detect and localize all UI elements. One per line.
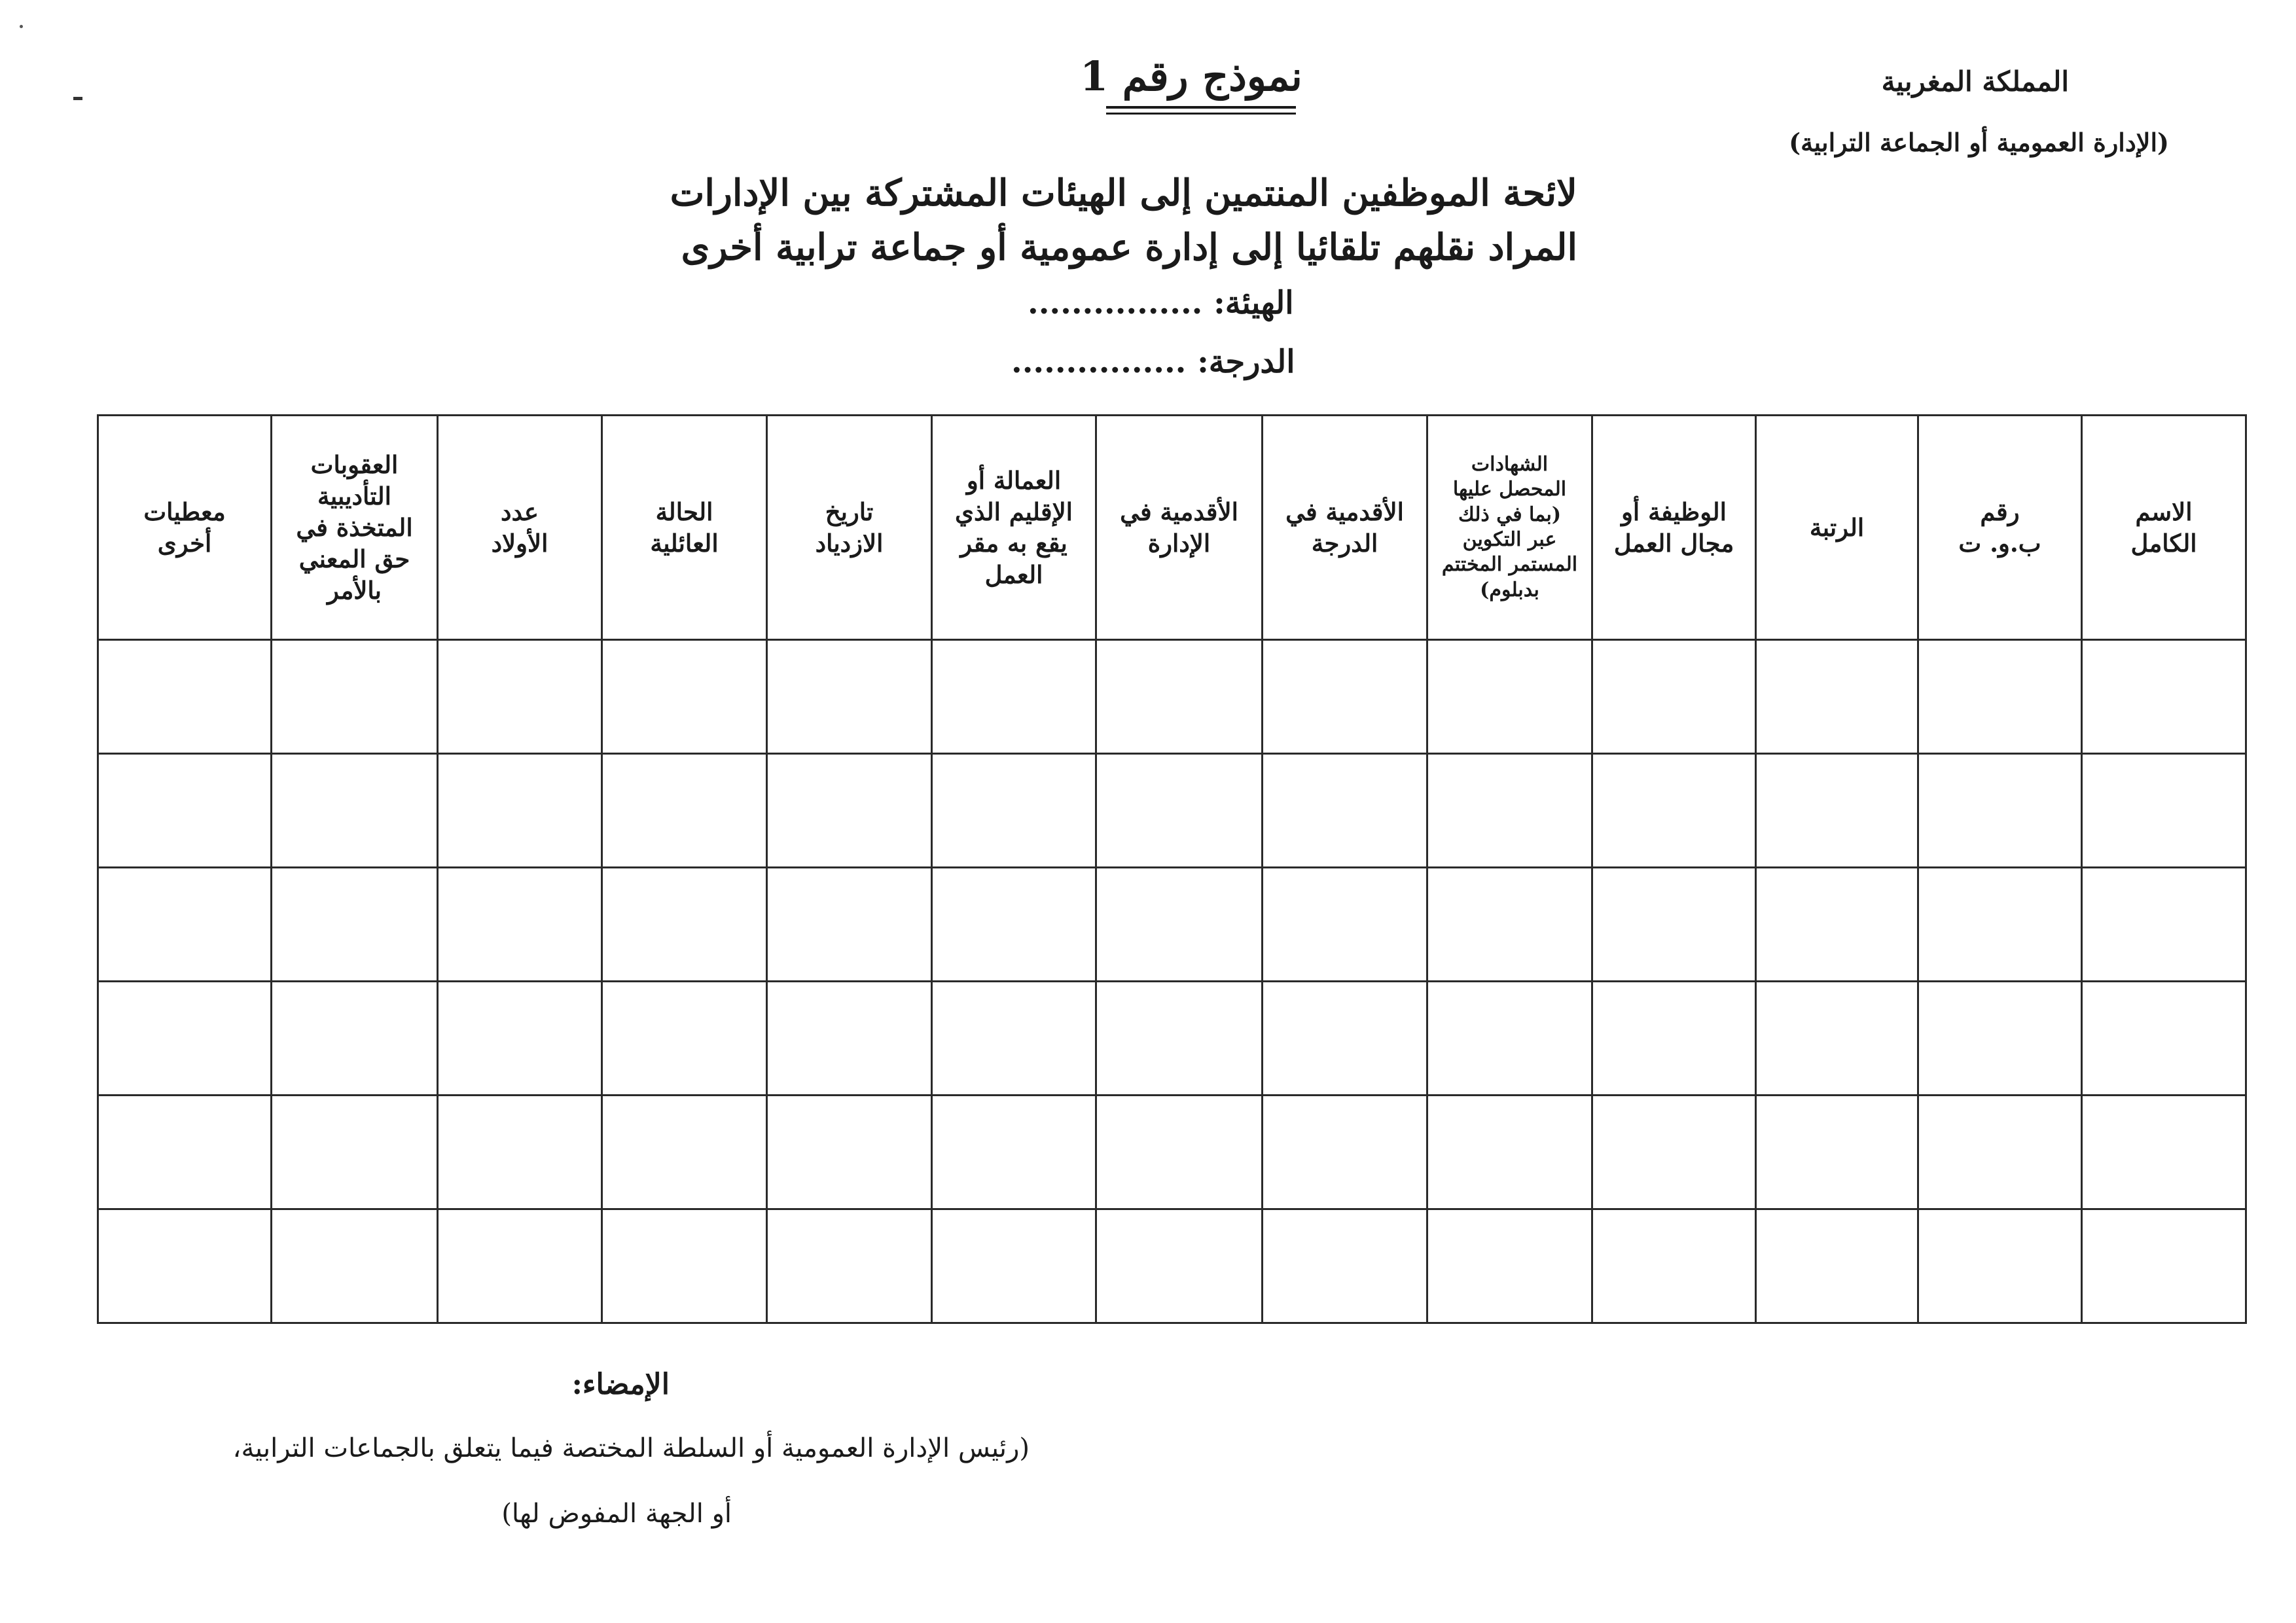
document-heading-line-1: لائحة الموظفين المنتمين إلى الهيئات المشتركة بين الإدارات	[670, 171, 1577, 215]
column-header-full-name: الاسم الكامل	[2082, 416, 2246, 640]
column-header-prefecture: العمالة أو الإقليم الذي يقع به مقر العمل	[932, 416, 1096, 640]
column-header-sanctions: العقوبات التأديبية المتخذة في حق المعني بالأمر	[272, 416, 438, 640]
body-field: الهيئة: ................	[1028, 285, 1294, 321]
form-title: نموذج رقم 1	[1080, 52, 1302, 100]
column-header-children: عدد الأولاد	[438, 416, 602, 640]
administration-label: (الإدارة العمومية أو الجماعة الترابية)	[1789, 128, 2169, 157]
column-header-rank: الرتبة	[1756, 416, 1918, 640]
column-header-other: معطيات أخرى	[98, 416, 272, 640]
grade-field: الدرجة: ................	[1011, 344, 1295, 380]
column-header-job: الوظيفة أو مجال العمل	[1592, 416, 1756, 640]
form-title-underline-second	[1106, 113, 1296, 115]
table-header-row	[98, 416, 2246, 640]
employee-list-table	[97, 414, 2247, 1324]
table-row	[98, 1209, 2246, 1323]
kingdom-label: المملكة المغربية	[1881, 65, 2069, 98]
scan-mark	[73, 97, 82, 100]
column-header-birth-date: تاريخ الازدياد	[767, 416, 932, 640]
table-row	[98, 982, 2246, 1096]
column-header-grade-seniority: الأقدمية في الدرجة	[1263, 416, 1427, 640]
signature-authority-line-1: (رئيس الإدارة العمومية أو السلطة المختصة فيما يتعلق بالجماعات الترابية،	[232, 1433, 1030, 1463]
column-header-marital-status: الحالة العائلية	[602, 416, 767, 640]
signature-authority-line-2: أو الجهة المفوض لها)	[501, 1499, 732, 1529]
table-row	[98, 640, 2246, 754]
column-header-diplomas: الشهادات المحصل عليها (بما في ذلك عبر التكوين المستمر المختتم بدبلوم)	[1427, 416, 1592, 640]
table-row	[98, 1096, 2246, 1209]
signature-label: الإمضاء:	[571, 1368, 670, 1401]
column-header-admin-seniority: الأقدمية في الإدارة	[1096, 416, 1263, 640]
scan-speck	[20, 25, 23, 28]
form-title-underline	[1106, 106, 1296, 109]
document-heading-line-2: المراد نقلهم تلقائيا إلى إدارة عمومية أو جماعة ترابية أخرى	[681, 226, 1577, 269]
table-row	[98, 868, 2246, 982]
column-header-id-number: رقم ب.و. ت	[1918, 416, 2082, 640]
table-row	[98, 754, 2246, 868]
